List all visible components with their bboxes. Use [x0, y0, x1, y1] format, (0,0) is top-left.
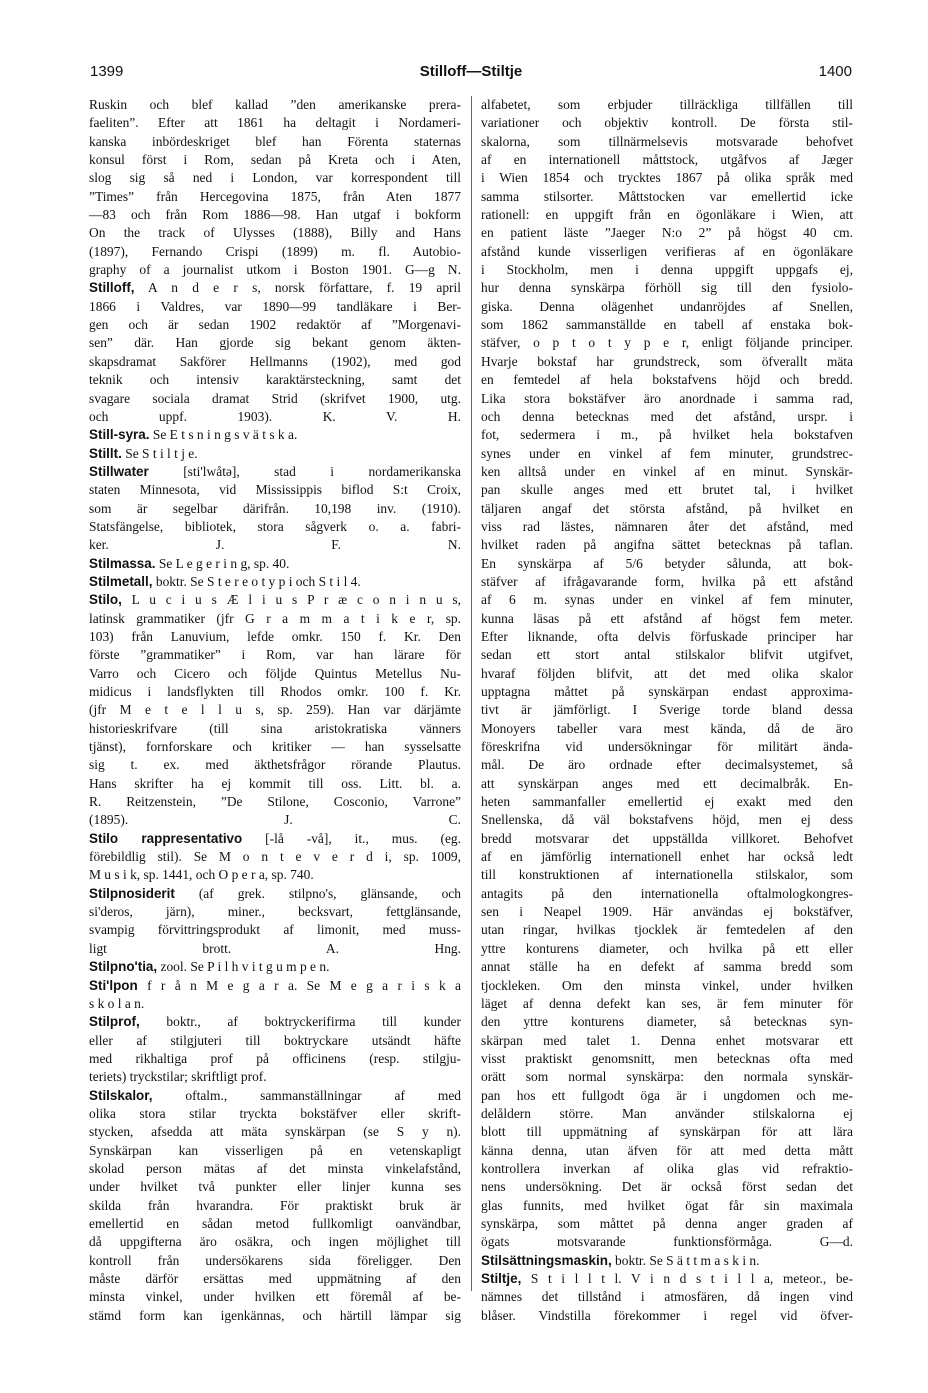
line-text: af 6 m. synas under en vinkel af fem minuter, — [481, 592, 853, 608]
line-text: skolad person mätas af det minsta vinkelafstånd, — [89, 1160, 461, 1176]
text-line — [481, 811, 853, 829]
line-text: under hvilket två punkter eller linjer kunna ses — [89, 1179, 461, 1195]
line-text: oftalm., sammanställningar af med — [152, 1087, 461, 1103]
text-line — [89, 1105, 461, 1123]
text-line — [89, 1288, 461, 1306]
line-text: till konstruktionen af internationella stilskalor, som — [481, 867, 853, 883]
line-text: kanska inbördeskriget blef han Förenta staternas — [89, 133, 461, 149]
text-line — [89, 1197, 461, 1215]
line-text: R. Reitzenstein, ”De Stilone, Cosconio, Varrone” — [89, 794, 461, 810]
text-line — [89, 1160, 461, 1178]
text-line — [481, 921, 853, 939]
line-text: hur denna synskärpa förhöll sig till den fysiolo- — [481, 280, 853, 296]
text-line — [481, 756, 853, 774]
line-text: blåser. Vindstilla förekommer i regel vid öfver- — [481, 1307, 853, 1323]
text-line — [481, 903, 853, 921]
text-line — [89, 701, 461, 719]
line-text: Monoyers tabeller vara mest kända, då de äro — [481, 720, 853, 736]
text-line — [481, 977, 853, 995]
line-text: ögats motsvarande funktionsförmåga. G—d. — [481, 1234, 853, 1250]
text-line — [481, 1160, 853, 1178]
text-line — [89, 738, 461, 756]
text-line — [89, 188, 461, 206]
text-line — [481, 591, 853, 609]
line-text: teriets) tryckstilar; skriftligt prof. — [89, 1069, 267, 1085]
text-line — [89, 591, 461, 609]
line-text: ”Times” från Hercegovina 1875, från Aten 1877 — [89, 188, 461, 204]
line-text: afstånd kunde visserligen verifieras af en ögonläkare — [481, 243, 853, 259]
text-line — [89, 1178, 461, 1196]
entry-headword: Sti'lpon — [89, 977, 138, 993]
line-text: med rikhaltiga prof på officinens (resp. stilgju- — [89, 1050, 461, 1066]
text-line — [89, 1068, 461, 1086]
text-line — [89, 334, 461, 352]
line-text: en femtedel af hela bokstafvens höjd och bredd. — [481, 372, 853, 388]
line-text: tjockleken. Om den minsta vinkel, under hvilken — [481, 977, 853, 993]
line-text: boktr. Se S ä t t m a s k i n. — [611, 1252, 760, 1268]
line-text: L u c i u s Æ l i u s P r æ c o n i n u s, — [121, 592, 461, 608]
entry-headword: Stilo, — [89, 592, 122, 608]
text-line — [89, 261, 461, 279]
line-text: kontroll från undersökarens sida föreligger. Den — [89, 1252, 461, 1268]
text-line — [481, 536, 853, 554]
line-text: svagare sociala dramat Strid (skrifvet 1900, utg. — [89, 390, 461, 406]
text-line — [89, 500, 461, 518]
line-text: i Stockholm, men i denna uppgift uppgafs ej, — [481, 262, 853, 278]
text-line — [481, 573, 853, 591]
line-text: Varro och Cicero och följde Quintus Metellus Nu- — [89, 665, 461, 681]
line-text: 1866 i Valdres, var 1890—99 tandläkare i Ber- — [89, 298, 461, 314]
line-text: Se E t s n i n g s v ä t s k a. — [149, 427, 298, 443]
line-text: Lika stora bokstäfver äro anordnade i samma rad, — [481, 390, 853, 406]
line-text: variationer och objektiv kontroll. De första stil- — [481, 115, 853, 131]
line-text: sen i Neapel 1909. Här användas ej bokstäfver, — [481, 904, 853, 920]
text-line — [89, 371, 461, 389]
text-line — [89, 133, 461, 151]
text-line — [89, 169, 461, 187]
text-line — [481, 1215, 853, 1233]
line-text: staten Minnesota, vid Mississippis biflod S:t Croix, — [89, 482, 461, 498]
line-text: och uppf. 1903). K. V. H. — [89, 408, 461, 424]
line-text: då uppgifterna äro osäkra, och ingen möjlighet till — [89, 1234, 461, 1250]
line-text: (1897), Fernando Crispi (1899) m. fl. Autobio- — [89, 243, 461, 259]
text-line — [481, 114, 853, 132]
text-line — [481, 1068, 853, 1086]
line-text: nens undersökning. Det är också först sedan det — [481, 1179, 853, 1195]
line-text: täljaren angaf det största afstånd, på hvilket en — [481, 500, 853, 516]
line-text: upptagna måttet på synskärpan endast approxima- — [481, 684, 853, 699]
line-text: heten sammanfaller emellertid ej exakt med den — [481, 794, 853, 810]
text-line — [481, 298, 853, 316]
line-text: antagits på den internationella oftalmologkongres- — [481, 885, 853, 901]
left-page-number: 1399 — [90, 63, 124, 80]
text-line — [89, 756, 461, 774]
line-text: (af grek. stilpno's, glänsande, och — [174, 885, 461, 901]
entry-headword: Stiltje, — [481, 1271, 522, 1286]
line-text: känna denna, utan äfven för att med detta mått — [481, 1142, 853, 1158]
text-line — [481, 188, 853, 206]
entry-headword: Stillt. — [89, 445, 122, 461]
line-text: Snellenska, då väl bokstafvens höjd, men ej dess — [481, 812, 853, 828]
text-line — [89, 1307, 461, 1325]
line-text: Efter liknande, ofta delvis förfuskade principer har — [481, 628, 853, 644]
text-line — [481, 995, 853, 1013]
text-line — [89, 151, 461, 169]
line-text: visst praktiskt genomsnitt, men betecknas ofta med — [481, 1050, 853, 1066]
text-line — [89, 1123, 461, 1141]
text-line — [481, 261, 853, 279]
line-text: sen” där. Han gjorde sig bekant genom äkten- — [89, 335, 461, 351]
text-line — [481, 628, 853, 646]
text-line — [89, 646, 461, 664]
text-line — [481, 610, 853, 628]
line-text: ligt brott. A. Hng. — [89, 940, 461, 956]
line-text: af en internationell måttstock, utgåfvos af Jæger — [481, 152, 853, 168]
line-text: stycken, afsedda att mäta synskärpan (se S y n). — [89, 1124, 461, 1140]
text-line — [481, 518, 853, 536]
text-line — [481, 848, 853, 866]
line-text: i Wien 1854 och trycktes 1867 på olika språk med — [481, 170, 853, 186]
line-text: 103) från Lanuvium, lefde omkr. 150 f. Kr. Den — [89, 628, 461, 644]
text-line — [89, 353, 461, 371]
entry-headword: Stilpnosiderit — [89, 885, 175, 901]
line-text: och denna betecknas med det afstånd, urspr. i — [481, 408, 853, 424]
line-text: eller af stilgjuteri till boktryckare utsändt häfte — [89, 1032, 461, 1048]
line-text: förste ”grammatiker” i Rom, var han lärare för — [89, 647, 461, 663]
line-text: Ruskin och blef kallad ”den amerikanske prera- — [89, 97, 461, 112]
text-line — [481, 665, 853, 683]
line-text: Hvarje bokstaf har grundstreck, som öfverallt mäta — [481, 353, 853, 369]
text-line — [89, 555, 461, 573]
text-line — [481, 1032, 853, 1050]
text-line — [89, 408, 461, 426]
line-text: Statsfängelse, bibliotek, stora sågverk o. a. fabri- — [89, 518, 461, 534]
text-line — [481, 958, 853, 976]
text-line — [481, 408, 853, 426]
text-line — [481, 426, 853, 444]
text-line — [481, 279, 853, 297]
text-line — [481, 500, 853, 518]
text-line — [481, 390, 853, 408]
text-line — [481, 316, 853, 334]
line-text: (jfr M e t e l l u s, sp. 259). Han var därjämte — [89, 702, 461, 718]
line-text: [sti'lwåtə], stad i nordamerikanska — [148, 463, 461, 479]
text-line — [89, 481, 461, 499]
text-line — [89, 921, 461, 939]
text-line — [481, 206, 853, 224]
line-text: stämd form kan igenkännas, och härtill lämpar sig — [89, 1307, 461, 1323]
text-line — [481, 1123, 853, 1141]
line-text: den yttre konturens diameter, så betecknas syn- — [481, 1014, 853, 1030]
line-text: delåldern större. Man använder stilskalorna ej — [481, 1105, 853, 1121]
text-line — [481, 738, 853, 756]
line-text: zool. Se P i l h v i t g u m p e n. — [157, 959, 330, 975]
text-line — [481, 1142, 853, 1160]
line-text: synes under en vinkel af fem minuter, grundstrec- — [481, 445, 853, 461]
text-line — [89, 114, 461, 132]
text-line — [89, 426, 461, 444]
line-text: historieskrifvare (till sina aristokratiska vänners — [89, 720, 461, 736]
text-line — [89, 995, 461, 1013]
text-line — [89, 885, 461, 903]
line-text: Hans skrifter ha ej kommit till oss. Litt. bl. a. — [89, 775, 461, 791]
line-text: En synskärpa af 5/6 betyder sålunda, att bok- — [481, 555, 853, 571]
text-line — [481, 133, 853, 151]
text-line — [481, 151, 853, 169]
line-text: en patient läste ”Jaeger N:o 2” på högst 40 cm. — [481, 225, 853, 241]
text-line — [481, 683, 853, 701]
text-line — [481, 793, 853, 811]
line-text: bredd motsvarar det uppställda villkoret. Behofvet — [481, 830, 853, 846]
text-line — [89, 1233, 461, 1251]
line-text: sedan ett stort antal stilskalor blifvit utgifvet, — [481, 647, 853, 663]
line-text: ken alltså under en vinkel af en minut. Synskär- — [481, 463, 853, 479]
text-line — [481, 701, 853, 719]
line-text: måste därför ersättas med uppmätning af den — [89, 1271, 461, 1286]
line-text: f r å n M e g a r a. Se M e g a r i s k a — [137, 977, 461, 993]
text-line — [89, 390, 461, 408]
line-text: boktr. Se S t e r e o t y p i och S t i l 4. — [152, 573, 361, 589]
line-text: rationell: en uppgift från en ögonläkare i Wien, att — [481, 207, 853, 223]
text-line — [481, 1270, 853, 1288]
line-text: latinsk grammatiker (jfr G r a m m a t i k e r, sp. — [89, 610, 461, 626]
line-text: M u s i k, sp. 1441, och O p e r a, sp. 740. — [89, 867, 314, 883]
line-text: Synskärpan kan visserligen på en vetenskapligt — [89, 1142, 461, 1158]
text-line — [89, 940, 461, 958]
text-line — [89, 1270, 461, 1288]
line-text: samma stilsorter. Måttstocken var emellertid icke — [481, 188, 853, 204]
entry-headword: Stilprof, — [89, 1014, 140, 1030]
line-text: boktr., af boktryckerifirma till kunder — [139, 1014, 461, 1030]
text-line — [89, 279, 461, 297]
line-text: föreskrifna vid undersökningar för militärt ända- — [481, 739, 853, 755]
line-text: s k o l a n. — [89, 995, 145, 1011]
text-line — [89, 1142, 461, 1160]
line-text: blott till uppmätning af synskärpan för att lära — [481, 1124, 853, 1140]
line-text: alfabetet, som erbjuder tillräckliga tillfällen till — [481, 97, 853, 112]
text-line — [89, 1215, 461, 1233]
line-text: glas funnits, med hvilket ögat får sin maximala — [481, 1197, 853, 1213]
text-line — [89, 903, 461, 921]
text-line — [481, 885, 853, 903]
line-text: giska. Denna olägenhet undanröjdes af Snellen, — [481, 298, 853, 314]
line-text: gen och är sedan 1902 redaktör af ”Morgenavi- — [89, 317, 461, 333]
entry-headword: Stilmassa. — [89, 555, 156, 571]
line-text: tivt är jämförligt. I Sverige torde bland dessa — [481, 702, 853, 718]
text-line — [89, 683, 461, 701]
line-text: stäfver, o p t o t y p e r, enligt följande principer. — [481, 335, 853, 351]
left-column — [89, 96, 461, 1325]
right-page-number: 1400 — [818, 63, 852, 80]
line-text: ker. J. F. N. — [89, 537, 461, 553]
text-line — [89, 866, 461, 884]
text-line — [89, 628, 461, 646]
text-line — [89, 610, 461, 628]
text-line — [89, 977, 461, 995]
text-line — [89, 243, 461, 261]
text-line — [89, 316, 461, 334]
line-text: annat ställe ha en defekt af samma bredd som — [481, 959, 853, 975]
line-text: läget af denna defekt kan ses, är fem minuter för — [481, 995, 853, 1011]
text-line — [481, 243, 853, 261]
line-text: stäfver af ifrågavarande form, hvilka på ett afstånd — [481, 573, 853, 589]
text-line — [89, 1252, 461, 1270]
text-line — [89, 811, 461, 829]
line-text: emellertid en sådan metod fullkomligt oanvändbar, — [89, 1215, 461, 1231]
text-line — [481, 1288, 853, 1306]
line-text: fot, sedermera i m., på hvilket hela bokstafven — [481, 427, 853, 443]
line-text: olika stora stilar tryckta bokstäfver eller skrift- — [89, 1105, 461, 1121]
line-text: pan hos ett fullgodt öga är i ungdomen och me- — [481, 1087, 853, 1103]
text-line — [481, 353, 853, 371]
line-text: tjänst), fornforskare och kritiker — han sysselsatte — [89, 739, 461, 755]
running-title: Stilloff—Stiltje — [419, 63, 523, 80]
text-line — [481, 445, 853, 463]
line-text: graphy of a journalist utkom i Boston 1901. G—g N. — [89, 262, 461, 278]
line-text: sig t. ex. med äkthetsfrågor rörande Plautus. — [89, 757, 461, 773]
text-line — [89, 1050, 461, 1068]
line-text: viss rad lästes, nämnaren åter det afstånd, med — [481, 518, 853, 534]
line-text: faeliten”. Efter att 1861 ha deltagit i Nordameri- — [89, 115, 461, 131]
text-line — [481, 1087, 853, 1105]
text-line — [89, 224, 461, 242]
line-text: att synskärpan anges med ett decimalbråk. En- — [481, 775, 853, 791]
line-text: pan skulle anges med ett brutet tal, i hvilket — [481, 482, 853, 498]
text-line — [481, 775, 853, 793]
line-text: som 1862 sammanställde en tabell af enstaka bok- — [481, 317, 853, 333]
line-text: synskärpa, som måttet på denna anger graden af — [481, 1215, 853, 1231]
text-line — [481, 1178, 853, 1196]
entry-headword: Stilloff, — [89, 280, 135, 296]
line-text: skalorna, som tillnärmelsevis motsvarade behofvet — [481, 133, 853, 149]
line-text: minsta vinkel, under hvilken ett föremål af be- — [89, 1289, 461, 1305]
text-line — [481, 1013, 853, 1031]
text-line — [89, 793, 461, 811]
line-text: Se S t i l t j e. — [121, 445, 198, 461]
entry-headword: Stilo rappresentativo — [89, 830, 243, 846]
column-divider — [471, 96, 472, 1291]
text-line — [481, 830, 853, 848]
line-text: —83 och från Rom 1886—98. Han utgaf i bokform — [89, 207, 461, 223]
text-line — [481, 1105, 853, 1123]
page-header — [90, 63, 852, 85]
text-line — [481, 1252, 853, 1270]
entry-headword: Stilsättningsmaskin, — [481, 1252, 612, 1268]
text-line — [89, 96, 461, 114]
text-line — [481, 866, 853, 884]
line-text: slog sig så ned i London, var korrespondent till — [89, 170, 461, 186]
line-text: A n d e r s, norsk författare, f. 19 april — [134, 280, 461, 296]
entry-headword: Stilpno'tia, — [89, 959, 158, 975]
line-text: kunna läsas på ett afstånd af högst fem meter. — [481, 610, 853, 626]
text-line — [89, 298, 461, 316]
text-line — [481, 96, 853, 114]
line-text: skapsdramat Sakförer Hellmanns (1902), med god — [89, 353, 461, 369]
line-text: skilda från hvarandra. För praktiskt bruk är — [89, 1197, 461, 1213]
text-line — [481, 1307, 853, 1325]
text-line — [481, 1233, 853, 1251]
text-line — [89, 1087, 461, 1105]
text-line — [481, 463, 853, 481]
text-line — [89, 720, 461, 738]
text-line — [89, 958, 461, 976]
line-text: nämnes det tillstånd i atmosfären, då ingen vind — [481, 1289, 853, 1305]
entry-headword: Stilmetall, — [89, 573, 153, 589]
entry-headword: Stilskalor, — [89, 1087, 153, 1103]
text-line — [89, 573, 461, 591]
entry-headword: Still-syra. — [89, 427, 150, 443]
line-text: af en jämförlig internationell enhet har också ledt — [481, 849, 853, 865]
line-text: konsul först i Rom, sedan på Kreta och i Aten, — [89, 152, 461, 168]
text-line — [481, 555, 853, 573]
text-line — [481, 371, 853, 389]
text-line — [89, 775, 461, 793]
line-text: si'deros, järn), miner., becksvart, fettglänsande, — [89, 904, 461, 920]
line-text: hvilket raden på angifna sättet betecknas på taflan. — [481, 537, 853, 553]
line-text: hvaraf följden blifvit, att det med olika skalor — [481, 665, 853, 681]
line-text: mål. De äro ordnade efter decimalsystemet, så — [481, 757, 853, 773]
text-line — [481, 646, 853, 664]
line-text: kontrollera inverkan af olika glas vid refraktio- — [481, 1160, 853, 1176]
line-text: midicus i landsflykten till Rhodos omkr. 100 f. Kr. — [89, 684, 461, 699]
line-text: S t i l l t l. V i n d s t i l l a, meteor., be- — [521, 1271, 853, 1286]
line-text: som är segelbar därifrån. 10,198 inv. (1910). — [89, 500, 461, 516]
line-text: orätt som normal synskärpa: den normala synskär- — [481, 1069, 853, 1085]
entry-headword: Stillwater — [89, 463, 149, 479]
text-line — [89, 1032, 461, 1050]
line-text: [-lå -vå], it., mus. (eg. — [242, 830, 461, 846]
text-line — [481, 1197, 853, 1215]
text-line — [89, 206, 461, 224]
line-text: förebildlig stil). Se M o n t e v e r d i, sp. 1009, — [89, 849, 461, 865]
text-line — [481, 169, 853, 187]
text-line — [89, 518, 461, 536]
text-line — [89, 536, 461, 554]
text-line — [89, 665, 461, 683]
line-text: Se L e g e r i n g, sp. 40. — [155, 555, 290, 571]
text-line — [481, 720, 853, 738]
line-text: yttre konturens diameter, och hvilka på ett eller — [481, 940, 853, 956]
text-line — [481, 334, 853, 352]
text-line — [481, 1050, 853, 1068]
text-line — [481, 481, 853, 499]
text-line — [89, 463, 461, 481]
text-line — [481, 940, 853, 958]
text-line — [89, 445, 461, 463]
line-text: skärpan med talet 1. Denna enhet motsvarar ett — [481, 1032, 853, 1048]
text-line — [89, 1013, 461, 1031]
line-text: utan ringar, hvilkas tjocklek är femtedelen af den — [481, 922, 853, 938]
line-text: (1895). J. C. — [89, 812, 461, 828]
right-column — [481, 96, 853, 1325]
text-line — [89, 848, 461, 866]
text-line — [89, 830, 461, 848]
text-line — [481, 224, 853, 242]
line-text: svampig förvittringsprodukt af limonit, med muss- — [89, 922, 461, 938]
line-text: teknik och intensiv karaktärsteckning, samt det — [89, 372, 461, 388]
line-text: On the track of Ulysses (1888), Billy and Hans — [89, 225, 461, 241]
